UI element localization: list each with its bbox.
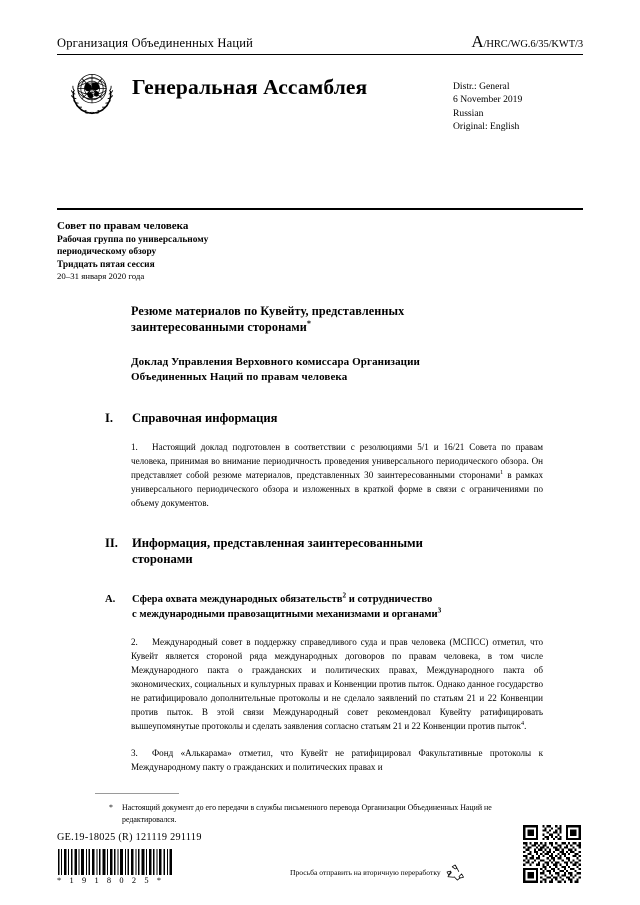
document-title-line-2-text: заинтересованными сторонами: [131, 320, 307, 335]
document-subtitle-line-1: Доклад Управления Верховного комиссара Организации: [131, 355, 420, 368]
document-title-line-2: [131, 319, 543, 335]
header-thick-divider: [57, 208, 583, 210]
footnote: [109, 802, 509, 825]
footnote-mark: *: [109, 803, 113, 812]
barcode-block: [57, 849, 173, 885]
subsection-a-title-part-1: Сфера охвата международных обязательств: [132, 593, 343, 605]
session-info: [57, 219, 457, 283]
subsection-a-title-line-2: с международными правозащитными механизмами и органами: [132, 608, 438, 620]
paragraph-1: [131, 440, 543, 510]
document-subtitle-line-2: Объединенных Наций по правам человека: [131, 371, 348, 383]
subsection-a-number: A.: [105, 593, 116, 605]
title-asterisk: *: [306, 319, 312, 329]
document-subtitle: [131, 355, 543, 385]
section-2-title-line-2: сторонами: [132, 552, 193, 567]
working-group-line-2: периодическому обзору: [57, 247, 157, 258]
un-emblem-icon: [64, 64, 120, 120]
subsection-heading-a: [105, 591, 543, 622]
subsection-a-footnote-ref-1: 2: [342, 591, 347, 600]
document-body: [105, 303, 543, 774]
distribution-block: [453, 80, 583, 134]
document-symbol-series: A: [471, 32, 484, 51]
working-group-line-1: Рабочая группа по универсальному: [57, 234, 209, 245]
section-heading-1: [105, 410, 543, 427]
council-name: Совет по правам человека: [57, 220, 189, 232]
distribution-type: Distr.: General: [453, 80, 510, 92]
session-dates: 20–31 января 2020 года: [57, 271, 145, 282]
footnote-separator: [95, 793, 179, 794]
footnote-text: Настоящий документ до его передачи в службы письменного перевода Организации Объединенных Наций не редактировался.: [122, 803, 492, 824]
session-number: Тридцать пятая сессия: [57, 259, 155, 270]
paragraph-2-number: 2.: [131, 636, 138, 647]
barcode-text: * 1 9 1 8 0 2 5 *: [57, 876, 165, 885]
recycle-icon: [446, 864, 465, 881]
original-language: Original: English: [453, 121, 520, 133]
paragraph-1-text-part-1: Настоящий доклад подготовлен в соответствии с резолюциями 5/1 и 16/21 Совета по правам человека, принимая во внимание периодичность проведения универсального периодического обзора. Он представляет собой резюме материалов, представленных 30 заинтересованными сторонами: [131, 441, 543, 480]
organization-name: Организация Объединенных Наций: [57, 35, 254, 50]
paragraph-3-number: 3.: [131, 747, 138, 758]
section-1-title: Справочная информация: [132, 411, 278, 426]
subsection-a-footnote-ref-2: 3: [437, 606, 442, 615]
section-2-number: II.: [105, 535, 118, 550]
ge-number: GE.19-18025 (R) 121119 291119: [57, 832, 202, 843]
masthead: [57, 33, 583, 134]
paragraph-2: [131, 635, 543, 733]
document-language: Russian: [453, 107, 484, 119]
subsection-a-title-part-2: и сотрудничество: [346, 593, 433, 605]
paragraph-1-text-part-2: в рамках универсального периодического обзора и изложенных в краткой форме в связи с ограничениями по объему документов.: [131, 469, 543, 508]
paragraph-3-text: Фонд «Алькарама» отметил, что Кувейт не ратифицировал Факультативные протоколы к Международному пакту о гражданских и политических правах и: [131, 747, 543, 772]
section-1-number: I.: [105, 411, 114, 426]
document-title: [131, 303, 543, 336]
barcode-image: [57, 849, 173, 875]
recycle-notice-text: Просьба отправить на вторичную переработку: [290, 868, 441, 877]
paragraph-2-text-part-1: Международный совет в поддержку справедливого суда и прав человека (МСПСС) отметил, что Кувейт является стороной ряда международных договоров по правам человека, в том числе Международного пакта о гражданских и политических правах, Международного пакта об экономических, социальных и культурных правах и Конвенции против пыток. Однако данное государство не ратифицировало дополнительные протоколы и не сделало заявлений по статьям 21 и 22 Конвенции против пыток. В этой связи Международный совет рекомендовал Кувейту ратифицировать вышеупомянутые протоколы и сделать заявления согласно статьям 21 и 22 Конвенции против пыток: [131, 636, 543, 731]
masthead-body-row: [57, 62, 583, 134]
section-2-title-line-1: Информация, представленная заинтересованными: [132, 535, 423, 550]
paragraph-2-text-part-2: .: [524, 720, 527, 731]
paragraph-1-footnote-ref: 1: [500, 468, 504, 476]
document-symbol: [471, 33, 583, 51]
document-title-line-1: Резюме материалов по Кувейту, представленных: [131, 304, 405, 318]
subsection-a-title: [132, 592, 543, 622]
paragraph-2-footnote-ref: 4: [520, 719, 525, 727]
section-heading-2: [105, 535, 543, 568]
section-2-title: [132, 535, 543, 568]
paragraph-3: [131, 746, 543, 774]
document-date: 6 November 2019: [453, 94, 523, 106]
masthead-top-row: [57, 33, 583, 53]
paragraph-1-number: 1.: [131, 441, 138, 452]
general-assembly-title: Генеральная Ассамблея: [132, 74, 368, 99]
recycle-notice: [290, 864, 465, 881]
document-symbol-number: /HRC/WG.6/35/KWT/3: [483, 39, 583, 50]
qr-code: [521, 823, 583, 885]
masthead-divider: [57, 54, 583, 55]
